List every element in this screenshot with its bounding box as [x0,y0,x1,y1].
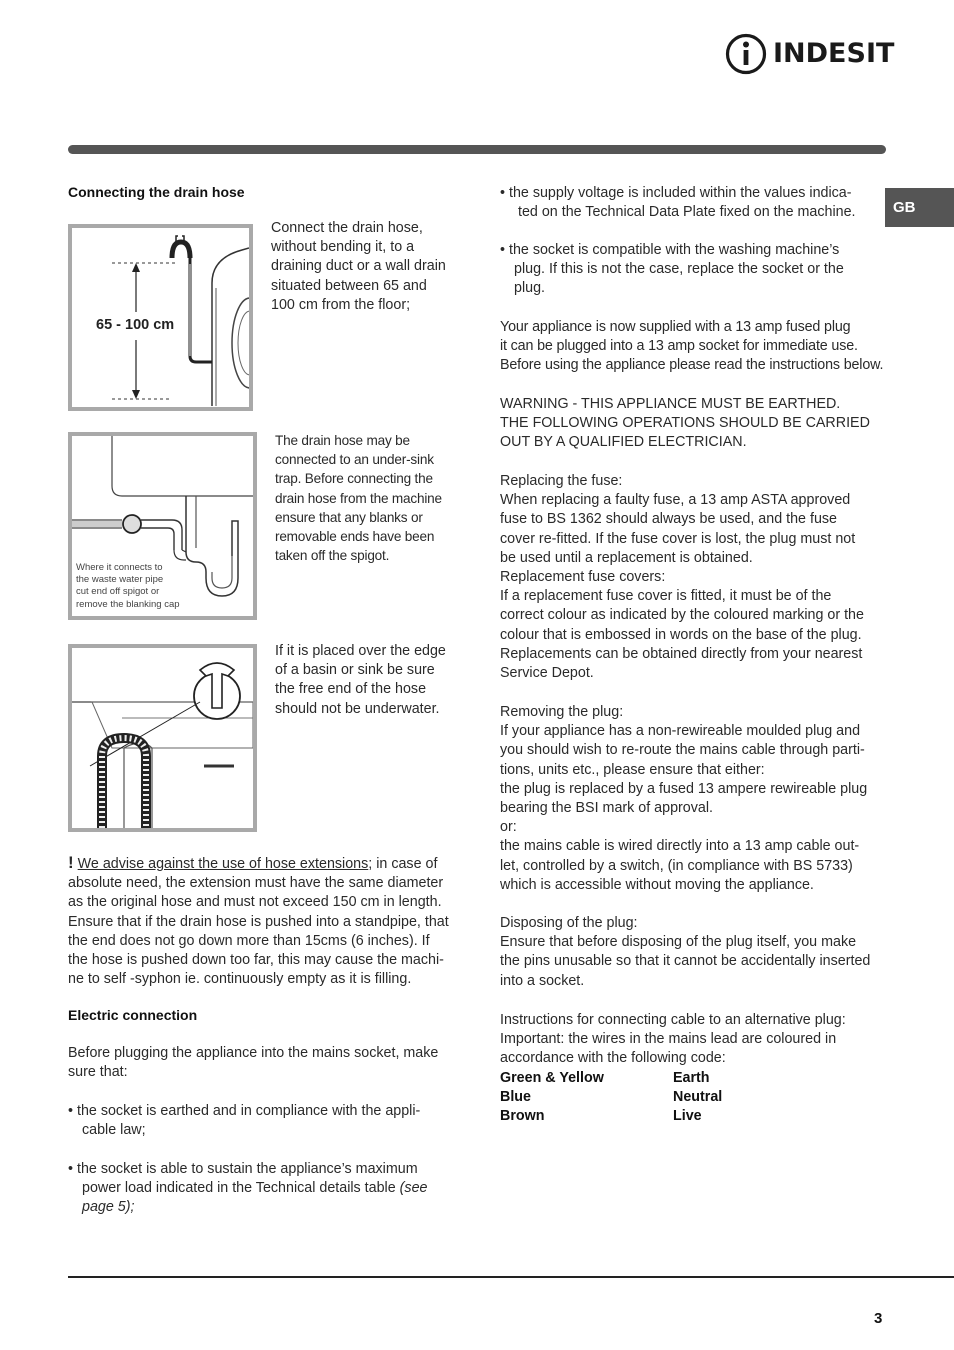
removing-plug-section [500,703,867,895]
text-line: into a socket. [500,972,585,989]
text-line: correct colour as indicated by the coloured marking or the [500,607,864,624]
brand-i-logo-icon [724,32,768,76]
earthing-warning [500,395,870,453]
text-line: cable law; [82,1122,146,1139]
drain-instruction-text [271,219,446,315]
text-line: drain hose from the machine [275,490,442,506]
text-line: it can be plugged into a 13 amp socket for immediate use. [500,338,858,355]
text-line: plug. [514,280,546,297]
text-line: • the socket is compatible with the washing machine’s [500,242,840,258]
text-line: let, controlled by a switch, (in compliance with BS 5733) [500,857,853,874]
text-line: trap. Before connecting the [275,471,433,487]
text-line: the mains cable is wired directly into a 13 amp cable out- [500,838,860,855]
text-line: should not be underwater. [275,700,440,717]
basin-instruction-text [275,642,446,719]
text-line: Replacements can be obtained directly from your nearest [500,645,863,662]
text-line: the free end of the hose [275,681,427,698]
text-line: The drain hose may be [275,433,410,448]
basin-edge-illustration [72,648,253,828]
header-divider-bar [68,145,886,154]
text-line: Before using the appliance please read the instructions below. [500,357,884,374]
page-number: 3 [874,1310,883,1327]
text-line: ne to self -syphon ie. continuously empty as it is filling. [68,971,412,988]
text-line: Before plugging the appliance into the mains socket, make [68,1045,439,1061]
wire-terminal: Live [673,1108,702,1125]
wire-code-row [500,1069,846,1088]
text-line: ted on the Technical Data Plate fixed on the machine. [518,204,856,221]
text-line: Ensure that if the drain hose is pushed into a standpipe, that [68,913,449,930]
warning-mark: ! [68,853,74,872]
text-line: removable ends have been [275,529,435,545]
text-line [68,1179,427,1198]
text-line: Service Depot. [500,665,594,682]
text-line: • the socket is earthed and in compliance with the appli- [68,1103,421,1119]
text-line: Removing the plug: [500,704,624,720]
hose-extension-warning [68,853,449,989]
page-reference: page 5); [82,1199,135,1216]
text-line: which is accessible without moving the appliance. [500,876,814,893]
bullet-supply-voltage [500,184,856,222]
text-line: the hose is pushed down too far, this may cause the machi- [68,952,444,969]
wire-terminal: Earth [673,1069,710,1086]
text-line: When replacing a faulty fuse, a 13 amp ASTA approved [500,492,851,509]
plug-intro [500,318,883,376]
text-line: the plug is replaced by a fused 13 ampere rewireable plug [500,780,868,797]
electric-connection-heading: Electric connection [68,1007,198,1023]
drain-height-label: 65 - 100 cm [96,317,175,333]
text-line: • the socket is able to sustain the appliance’s maximum [68,1161,418,1177]
text-line: accordance with the following code: [500,1050,726,1067]
text-line: If a replacement fuse cover is fitted, it must be of the [500,588,832,605]
note-line: cut end off spigot or [76,586,160,598]
text-line: situated between 65 and [271,277,427,294]
text-line: cover re-fitted. If the fuse cover is lost, the plug must not [500,530,856,547]
language-tab: GB [885,188,954,227]
footer-divider [68,1276,954,1278]
text-line: connected to an under-sink [275,452,434,468]
text-line: Replacement fuse covers: [500,569,666,586]
text-line: fuse to BS 1362 should always be used, and the fuse [500,511,838,528]
text-line: ensure that any blanks or [275,509,423,525]
text-line: Connect the drain hose, [271,220,423,236]
text-line: sure that: [68,1064,128,1081]
note-line: remove the blanking cap [76,598,180,610]
text-line: or: [500,819,517,836]
text-line: Ensure that before disposing of the plug itself, you make [500,934,857,951]
wire-code-row [500,1088,846,1107]
text-line: as the original hose and must not exceed 150 cm in length. [68,894,442,911]
text-line: Important: the wires in the mains lead are coloured in [500,1031,837,1048]
text-line [68,1198,427,1217]
text-line: Instructions for connecting cable to an alternative plug: [500,1012,846,1028]
basin-edge-figure [68,644,257,832]
text-line: Replacing the fuse: [500,473,623,489]
wire-colour: Blue [500,1088,531,1105]
underlined-warning: We advise against the use of hose extensions [77,856,369,872]
note-line: the waste water pipe [76,574,164,586]
text-line: If your appliance has a non-rewireable moulded plug and [500,723,861,740]
text-line: OUT BY A QUALIFIED ELECTRICIAN. [500,434,747,451]
brand-name: INDESIT [773,38,895,70]
electric-intro [68,1044,438,1082]
text-line: Disposing of the plug: [500,915,638,931]
text-line: the pins unusable so that it cannot be accidentally inserted [500,953,871,970]
bullet-earthed [68,1102,420,1140]
wire-terminal: Neutral [673,1088,723,1105]
text-line: If it is placed over the edge [275,643,446,659]
text-line [68,853,449,874]
alternative-plug-instructions [500,1011,846,1126]
trap-instruction-text [275,431,442,565]
text-line: you should wish to re-route the mains cable through parti- [500,742,865,759]
bullet-socket-compatible [500,241,844,299]
text-line: Your appliance is now supplied with a 13 amp fused plug [500,319,851,335]
note-line: Where it connects to [76,562,163,573]
wire-colour: Green & Yellow [500,1069,604,1086]
text-span: power load indicated in the Technical details table [82,1180,400,1197]
text-line: 100 cm from the floor; [271,296,411,313]
text-line: taken off the spigot. [275,548,390,564]
wire-code-row [500,1107,846,1126]
replacing-fuse-section [500,472,864,683]
text-line: be used until a replacement is obtained. [500,549,753,566]
text-line: • the supply voltage is included within the values indica- [500,185,852,201]
text-line: without bending it, to a [271,239,415,256]
brand-logo [724,32,894,76]
text-line: WARNING - THIS APPLIANCE MUST BE EARTHED. [500,396,841,412]
text-line: tions, units etc., please ensure that either: [500,761,765,778]
text-line: THE FOLLOWING OPERATIONS SHOULD BE CARRIED [500,415,870,432]
text-line: draining duct or a wall drain [271,258,446,275]
disposing-plug-section [500,914,870,991]
text-line: absolute need, the extension must have the same diameter [68,875,444,892]
text-line: bearing the BSI mark of approval. [500,800,713,817]
text-line: plug. If this is not the case, replace the socket or the [514,261,844,278]
text-line: the end does not go down more than 15cms (6 inches). If [68,932,430,949]
bullet-power-load [68,1160,427,1218]
wire-colour: Brown [500,1108,545,1125]
text-line: of a basin or sink be sure [275,662,435,679]
page-reference: (see [399,1180,428,1197]
trap-figure-note [76,562,180,611]
drain-hose-heading: Connecting the drain hose [68,184,245,200]
warning-continuation: ; in case of [368,856,438,872]
text-line: colour that is embossed in words on the base of the plug. [500,626,862,643]
